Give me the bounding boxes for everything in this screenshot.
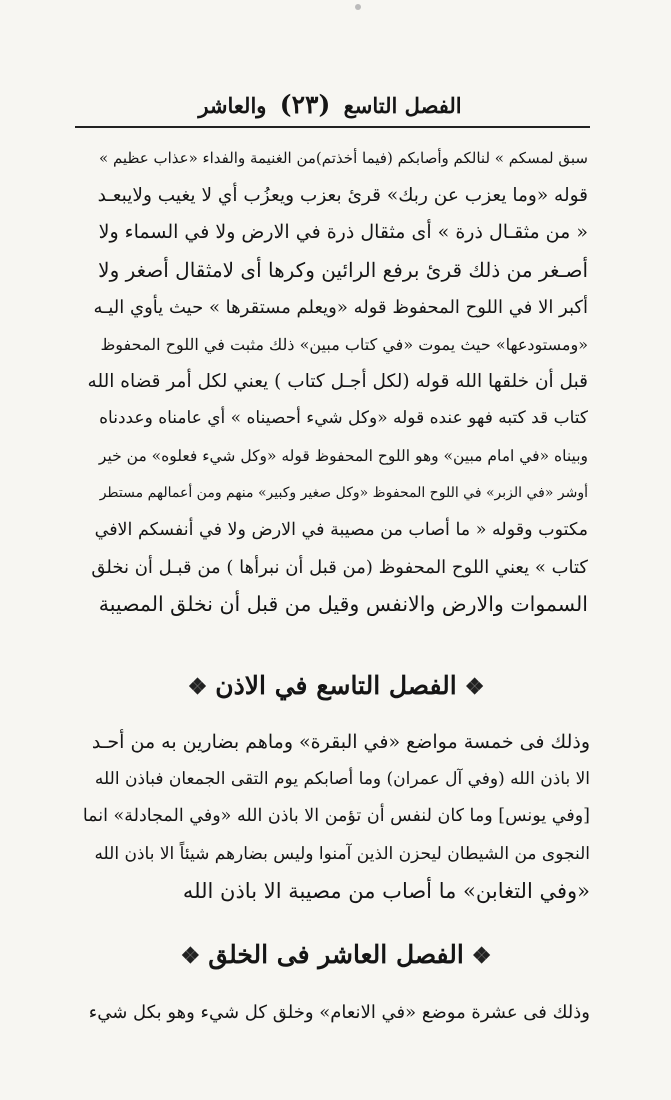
section-heading-idhn [82,666,590,707]
text-line: أصـغر من ذلك قرئ برفع الرائين وكرها أى لامثقال أصغر ولا [98,257,588,282]
ornament-icon: ❖ [180,943,201,969]
page-speck [355,4,361,10]
text-line: قوله «وما يعزب عن ربك» قرئ بعزب ويعزُب أي لا يغيب ولايبعـد [97,185,588,207]
running-header [90,88,570,122]
text-line: الا باذن الله (وفي آل عمران) وما أصابكم يوم التقى الجمعان فباذن الله [94,769,590,790]
text-line: «ومستودعها» حيث يموت «في كتاب مبين» ذلك مثبت في اللوح المحفوظ [100,335,588,355]
page-number: (٢٣) [279,90,331,119]
text-line: كتاب قد كتبه فهو عنده قوله «وكل شيء أحصيناه » أي عامناه وعددناه [99,408,588,429]
text-line: وبيناه «في امام مبين» وهو اللوح المحفوظ قوله «وكل شيء فعلوه» من خير [98,446,588,465]
heading-text: الفصل العاشر فى الخلق [208,940,464,969]
text-line: مكتوب وقوله « ما أصاب من مصيبة في الارض ولا في أنفسكم الافي [94,520,588,541]
section-one-text [88,140,588,624]
ornament-icon: ❖ [187,674,208,700]
text-line: «وفي التغابن» ما أصاب من مصيبة الا باذن الله [182,878,590,903]
section-heading-khalq [82,935,590,976]
text-line: سبق لمسكم » لنالكم وأصابكم (فيما أخذتم)من الغنيمة والفداء «عذاب عظيم » [99,149,588,167]
text-line: النجوى من الشيطان ليحزن الذين آمنوا وليس بضارهم شيئاً الا باذن الله [94,843,590,864]
section-three-text [82,994,590,1031]
text-line: [وفي يونس] وما كان لنفس أن تؤمن الا باذن الله «وفي المجادلة» انما [82,806,590,827]
text-line: السموات والارض والانفس وقيل من قبل أن نخلق المصيبة [98,592,588,617]
text-line: قبل أن خلقها الله قوله (لكل أجـل كتاب ) يعني لكل أمر قضاه الله [88,371,588,393]
ornament-icon: ❖ [471,943,492,969]
text-line: أكبر الا في اللوح المحفوظ قوله «ويعلم مستقرها » حيث يأوي اليـه [93,296,588,318]
text-line: وذلك فى خمسة مواضع «في البقرة» وماهم بضارين به من أحـد [91,731,590,753]
ornament-icon: ❖ [464,674,485,700]
text-line: كتاب » يعني اللوح المحفوظ (من قبل أن نبرأها ) من قبـل أن نخلق [91,557,588,579]
text-line: أوشر «في الزبر» في اللوح المحفوظ «وكل صغير وكبير» منهم ومن أعمالهم مستطر [99,484,588,501]
text-line: « من مثقـال ذرة » أى مثقال ذرة في الارض ولا في السماء ولا [98,221,588,244]
text-line: وذلك فى عشرة موضع «في الانعام» وخلق كل شيء وهو بكل شيء [88,1002,590,1023]
header-chapter-right: الفصل التاسع [343,93,462,118]
section-two-text [82,724,590,910]
header-chapter-left: والعاشر [198,93,267,118]
heading-text: الفصل التاسع في الاذن [215,671,457,700]
header-rule [75,126,590,128]
